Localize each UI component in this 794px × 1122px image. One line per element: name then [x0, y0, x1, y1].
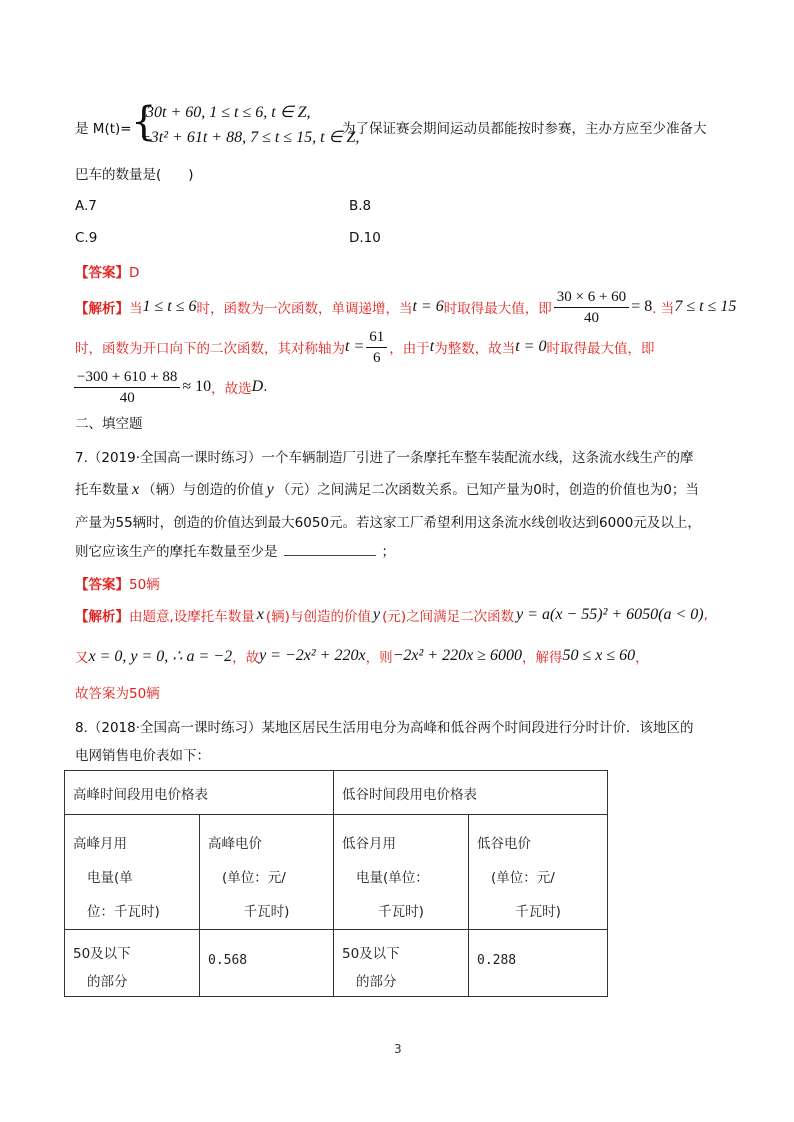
electricity-price-table: [64, 770, 608, 997]
text: (元)之间满足二次函数: [382, 609, 515, 625]
header-text: 低谷时间段用电价格表: [342, 787, 477, 803]
q7-answer: [75, 573, 160, 593]
math: y: [266, 481, 274, 498]
text: . 当: [652, 301, 675, 317]
text: ，则: [365, 650, 393, 666]
q6-case-1: 30t + 60, 1 ≤ t ≤ 6, t ∈ Z,: [146, 104, 311, 121]
table-cell: [334, 930, 469, 997]
q6-analysis-line-2: [75, 325, 654, 369]
math: t: [429, 338, 435, 355]
header-line: 高峰电价: [208, 836, 262, 852]
table-header-valley: [334, 771, 608, 815]
text: 托车数量: [75, 482, 129, 498]
q6-piecewise-brace: {: [131, 99, 157, 145]
table-cell: [469, 930, 608, 997]
math: ≈ 10: [182, 378, 212, 395]
text: ，: [635, 650, 649, 666]
header-line: 低谷月用: [342, 836, 396, 852]
answer-tag: 【答案】: [75, 577, 129, 593]
text: 时取得最大值，即: [443, 301, 552, 317]
answer-blank: [284, 543, 376, 556]
math: y = a(x − 55)² + 6050(a < 0): [516, 606, 704, 623]
header-line: (单位：元/: [491, 870, 555, 886]
q7-analysis-line-3: 故答案为50辆: [75, 686, 160, 702]
cell-line: 的部分: [356, 974, 397, 990]
text: 时，函数为一次函数，单调递增，当: [196, 301, 413, 317]
section-heading: 二、填空题: [75, 416, 143, 432]
table-cell: [200, 930, 334, 997]
cell-value: 0.288: [477, 953, 517, 968]
q6-answer: [75, 261, 139, 281]
header-line: 电量(单位：: [356, 870, 429, 886]
header-line: 千瓦时): [378, 904, 424, 920]
table-column-header-row: [65, 815, 608, 930]
text: ；: [381, 544, 395, 560]
column-header: [200, 815, 334, 930]
q7-line-3: 产量为55辆时，创造的价值达到最大6050元。若这家工厂希望利用这条流水线创收达到6000元及以上，: [75, 515, 701, 531]
cell-line: 的部分: [87, 974, 128, 990]
analysis-tag: 【解析】: [75, 301, 129, 317]
table-row: [65, 930, 608, 997]
math: 50 ≤ x ≤ 60: [562, 647, 636, 664]
q7-analysis-line-1: [75, 602, 708, 628]
header-line: 千瓦时): [515, 904, 561, 920]
q8-line-1: 8.（2018·全国高一课时练习）某地区居民生活用电分为高峰和低谷两个时间段进行分时计价．该地区的: [75, 720, 694, 736]
q7-line-2: [75, 478, 699, 499]
cell-line: 50及以下: [73, 946, 131, 962]
fraction: [554, 288, 629, 327]
fraction: [74, 368, 180, 407]
math: 1 ≤ t ≤ 6: [142, 298, 197, 315]
math: = 8: [631, 298, 653, 315]
q6-option-c: C.9: [75, 230, 98, 246]
table-cell: [65, 930, 200, 997]
q8-line-2: 电网销售电价表如下：: [75, 748, 210, 764]
q6-option-a: A.7: [75, 198, 97, 214]
math: t = 6: [412, 298, 444, 315]
header-line: (单位：元/: [222, 870, 286, 886]
fraction-numerator: −300 + 610 + 88: [74, 368, 180, 388]
math: D: [251, 378, 264, 395]
q7-analysis-line-2: [75, 643, 649, 669]
fraction-numerator: 61: [366, 328, 387, 348]
fraction-numerator: 30 × 6 + 60: [554, 288, 629, 308]
text: ，故选: [211, 381, 252, 397]
text: 又: [75, 650, 89, 666]
header-line: 千瓦时): [243, 904, 290, 920]
table-header-peak: [65, 771, 334, 815]
text: 则它应该生产的摩托车数量至少是: [75, 544, 278, 560]
text: (辆)与创造的价值: [265, 609, 371, 625]
text: ，解得: [521, 650, 563, 666]
math: y = −2x² + 220x: [259, 647, 366, 664]
text: 为整数，故当: [434, 341, 516, 357]
math: x = 0, y = 0, ∴ a = −2: [88, 648, 233, 665]
cell-line: 50及以下: [342, 946, 400, 962]
text: 时，函数为开口向下的二次函数，其对称轴为: [75, 341, 345, 357]
fraction: [366, 328, 387, 367]
math: t = 0: [515, 338, 547, 355]
header-line: 位：千瓦时): [87, 904, 160, 920]
q6-stem-suffix: 为了保证赛会期间运动员都能按时参赛，主办方应至少准备大: [342, 121, 707, 137]
fraction-denominator: 40: [583, 309, 599, 326]
q7-line-1: 7.（2019·全国高一课时练习）一个车辆制造厂引进了一条摩托车整车装配流水线，这条流水线生产的摩: [75, 450, 694, 466]
answer-value: D: [129, 265, 140, 281]
analysis-tag: 【解析】: [75, 609, 129, 625]
q6-analysis-line-1: [75, 287, 736, 327]
fraction-denominator: 40: [119, 389, 135, 406]
math: −2x² + 220x ≥ 6000: [392, 647, 522, 664]
fraction-denominator: 6: [373, 349, 381, 366]
column-header: [65, 815, 200, 930]
q7-line-4: [75, 540, 395, 560]
text: 当: [129, 301, 143, 317]
text: ，故: [232, 650, 260, 666]
math: 7 ≤ t ≤ 15: [674, 298, 737, 315]
text: ,: [703, 607, 708, 623]
text: （元）之间满足二次函数关系。已知产量为0时，创造的价值也为0；当: [276, 482, 699, 498]
header-line: 电量(单: [87, 870, 133, 886]
header-line: 低谷电价: [477, 836, 531, 852]
q6-option-d: D.10: [349, 230, 381, 246]
math: x: [256, 606, 264, 623]
header-text: 高峰时间段用电价格表: [73, 787, 208, 803]
q6-case-2: −3t² + 61t + 88, 7 ≤ t ≤ 15, t ∈ Z,: [140, 129, 360, 146]
page-number: 3: [394, 1042, 402, 1056]
text: 由题意,设摩托车数量: [129, 609, 255, 625]
math: y: [372, 606, 381, 623]
table-header-row: [65, 771, 608, 815]
answer-tag: 【答案】: [75, 265, 129, 281]
q6-stem-line-2: 巴车的数量是( ): [75, 167, 194, 183]
text: ，由于: [389, 341, 430, 357]
q6-stem-prefix: 是 M(t)=: [75, 121, 132, 137]
math: t =: [345, 338, 365, 355]
q6-option-b: B.8: [349, 198, 372, 214]
cell-value: 0.568: [208, 953, 248, 968]
column-header: [469, 815, 608, 930]
text: （辆）与创造的价值: [142, 482, 264, 498]
math: x: [132, 481, 140, 498]
column-header: [334, 815, 469, 930]
q6-analysis-line-3: [72, 366, 268, 408]
text: 时取得最大值，即: [546, 341, 655, 357]
text: .: [263, 379, 268, 395]
header-line: 高峰月用: [73, 836, 127, 852]
answer-value: 50辆: [129, 577, 160, 593]
